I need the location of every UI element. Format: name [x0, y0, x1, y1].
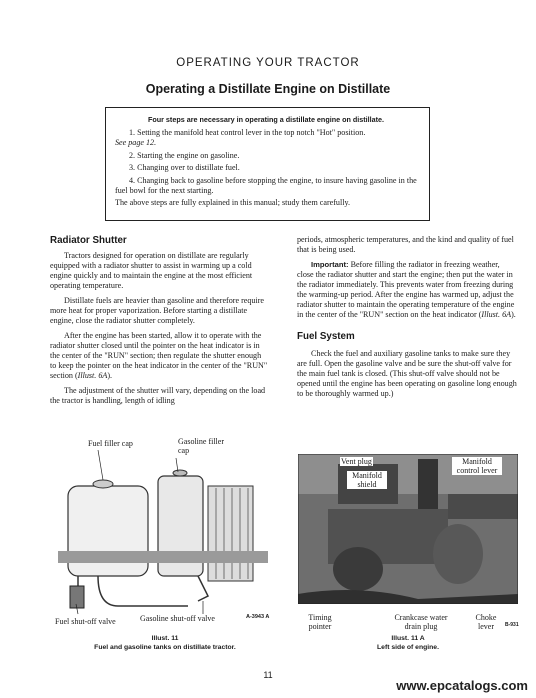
label-crankcase-drain: Crankcase water drain plug [394, 613, 448, 631]
important-label: Important: [311, 260, 349, 269]
label-gasoline-shutoff-valve: Gasoline shut-off valve [140, 614, 215, 623]
right-column-text [297, 235, 517, 404]
step-4: 4. Changing back to gasoline before stopping the engine, to insure having gasoline in the fuel bowl for the next starting. [115, 175, 417, 195]
step-1: 1. Setting the manifold heat control lever in the top notch "Hot" position. See page 12. [115, 128, 366, 147]
label-manifold-control-lever: Manifold control lever [452, 457, 502, 475]
label-choke-lever: Choke lever [475, 613, 497, 631]
fuel-paragraph: Check the fuel and auxiliary gasoline tanks to make sure they are full. Open the gasoline valve and be sure the shut-off valve for the main fuel tank is closed. (This shut-off valve should not be opened until the engine has been operating on gasoline long enough to be thoroughly warmed up.) [297, 349, 517, 398]
radiator-p1: Tractors designed for operation on distillate are regularly equipped with a radiator shutter to assist in warming up a cold engine quickly and to maintain the engine at the most efficient operating temperature. [50, 251, 253, 290]
label-vent-plug: Vent plug [341, 457, 372, 466]
right-p1: periods, atmospheric temperatures, and the kind and quality of fuel that is being used. [297, 235, 514, 254]
steps-box-heading: Four steps are necessary in operating a distillate engine on distillate. [147, 115, 385, 124]
radiator-p3: After the engine has been started, allow it to operate with the radiator shutter closed until the pointer on the heat indicator is in the center of the "RUN" section; then regulate the shutter enough to keep the pointer on the heat indicator in the center of the "RUN" section (Illust. 6A). [50, 331, 268, 380]
label-gasoline-filler-cap: Gasoline filler cap [178, 437, 224, 455]
illust-11a-caption: Illust. 11 A Left side of engine. [377, 635, 439, 651]
illust-11-code: A-3943 A [246, 614, 270, 620]
radiator-p2: Distillate fuels are heavier than gasoline and therefore require more heat for proper vaporization. Before starting a distillate engine, close the radiator shutter completely. [50, 296, 265, 325]
illust-11a-code: B-931 [505, 622, 519, 628]
illust-11-caption: Illust. 11 Fuel and gasoline tanks on distillate tractor. [94, 635, 236, 651]
page-number: 11 [263, 670, 273, 680]
illust-11-figure [58, 446, 268, 616]
steps-box-footer: The above steps are fully explained in this manual; study them carefully. [115, 198, 351, 207]
step-2: 2. Starting the engine on gasoline. [129, 150, 240, 160]
chapter-title: OPERATING YOUR TRACTOR [176, 57, 360, 69]
label-timing-pointer: Timing pointer [308, 613, 332, 631]
watermark: www.epcatalogs.com [396, 678, 528, 693]
section-title: Operating a Distillate Engine on Distillate [145, 82, 391, 96]
step-3: 3. Changing over to distillate fuel. [129, 163, 240, 172]
fuel-system-heading: Fuel System [297, 331, 355, 342]
label-manifold-shield: Manifold shield [347, 471, 387, 489]
step-1-see: See page 12. [115, 138, 157, 147]
label-fuel-shutoff-valve: Fuel shut-off valve [55, 617, 116, 626]
important-paragraph: Important: Before filling the radiator in freezing weather, close the radiator shutter and start the engine; then put the water in the radiator immediately. This prevents water from freezing during the warming-up period. After the engine has warmed up, adjust the radiator shutter to maintain the operating temperature of the engine in the center of the "RUN" section on the heat indicator (Illust. 6A). [297, 260, 516, 319]
steps-box [105, 107, 430, 221]
radiator-p4: The adjustment of the shutter will vary, depending on the load the tractor is handling, length of idling [50, 386, 266, 405]
illust-11a-photo [298, 454, 518, 604]
radiator-shutter-text [50, 251, 268, 411]
label-fuel-filler-cap: Fuel filler cap [88, 439, 133, 448]
radiator-shutter-heading: Radiator Shutter [50, 235, 127, 246]
